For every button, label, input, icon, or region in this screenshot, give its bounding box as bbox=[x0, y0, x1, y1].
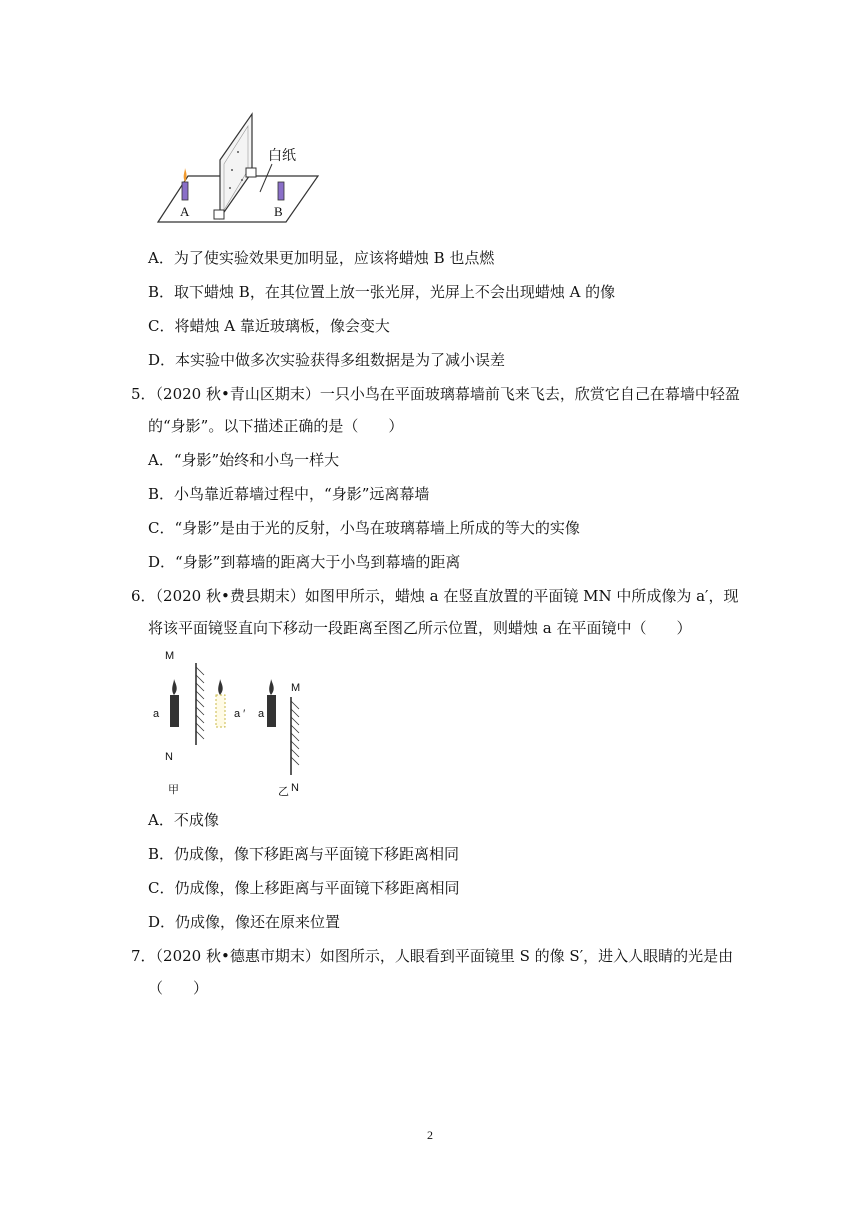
caption-yi: 乙 bbox=[278, 786, 289, 798]
q6-option-a: A．不成像 bbox=[148, 811, 219, 829]
label-m-yi: M bbox=[291, 682, 301, 694]
plane-mirror-experiment-figure bbox=[150, 110, 325, 230]
figure-label-paper: 白纸 bbox=[268, 148, 296, 164]
candle-mirror-figure bbox=[148, 645, 318, 800]
q5-stem-line1: 5．（2020 秋•青山区期末）一只小鸟在平面玻璃幕墙前飞来飞去，欣赏它自己在幕墙中轻盈 bbox=[131, 385, 740, 403]
page-number: 2 bbox=[427, 1128, 433, 1142]
label-n-yi: N bbox=[291, 782, 299, 794]
q5-option-c: C．“身影”是由于光的反射，小鸟在玻璃幕墙上所成的等大的实像 bbox=[148, 519, 580, 537]
label-m-jia: M bbox=[165, 650, 175, 662]
q7-stem-line1: 7．（2020 秋•德惠市期末）如图所示，人眼看到平面镜里 S 的像 S′，进入人眼睛的光是由 bbox=[131, 947, 734, 965]
figure-label-a: A bbox=[180, 204, 190, 219]
q5-stem-line2: 的“身影”。以下描述正确的是（ ） bbox=[148, 417, 404, 435]
q6-stem-line1: 6．（2020 秋•费县期末）如图甲所示，蜡烛 a 在竖直放置的平面镜 MN 中所成像为 a′，现 bbox=[131, 587, 739, 605]
label-a-prime: a ′ bbox=[234, 708, 246, 720]
q6-option-c: C．仍成像，像上移距离与平面镜下移距离相同 bbox=[148, 879, 460, 897]
label-a-jia: a bbox=[153, 708, 160, 720]
q6-stem-line2: 将该平面镜竖直向下移动一段距离至图乙所示位置，则蜡烛 a 在平面镜中（ ） bbox=[148, 619, 692, 637]
q6-option-b: B．仍成像，像下移距离与平面镜下移距离相同 bbox=[148, 845, 460, 863]
label-a-yi: a bbox=[258, 708, 265, 720]
q5-option-b: B．小鸟靠近幕墙过程中，“身影”远离幕墙 bbox=[148, 485, 430, 503]
figure-label-b: B bbox=[274, 204, 283, 219]
q5-option-a: A．“身影”始终和小鸟一样大 bbox=[148, 451, 340, 469]
q4-option-a: A．为了使实验效果更加明显，应该将蜡烛 B 也点燃 bbox=[148, 249, 495, 267]
q5-option-d: D．“身影”到幕墙的距离大于小鸟到幕墙的距离 bbox=[148, 553, 461, 571]
q4-option-c: C．将蜡烛 A 靠近玻璃板，像会变大 bbox=[148, 317, 390, 335]
caption-jia: 甲 bbox=[168, 784, 179, 796]
label-n-jia: N bbox=[165, 751, 173, 763]
q4-option-d: D．本实验中做多次实验获得多组数据是为了减小误差 bbox=[148, 351, 506, 369]
q7-stem-line2: （ ） bbox=[148, 979, 209, 997]
q4-option-b: B．取下蜡烛 B，在其位置上放一张光屏，光屏上不会出现蜡烛 A 的像 bbox=[148, 283, 616, 301]
q6-option-d: D．仍成像，像还在原来位置 bbox=[148, 913, 341, 931]
